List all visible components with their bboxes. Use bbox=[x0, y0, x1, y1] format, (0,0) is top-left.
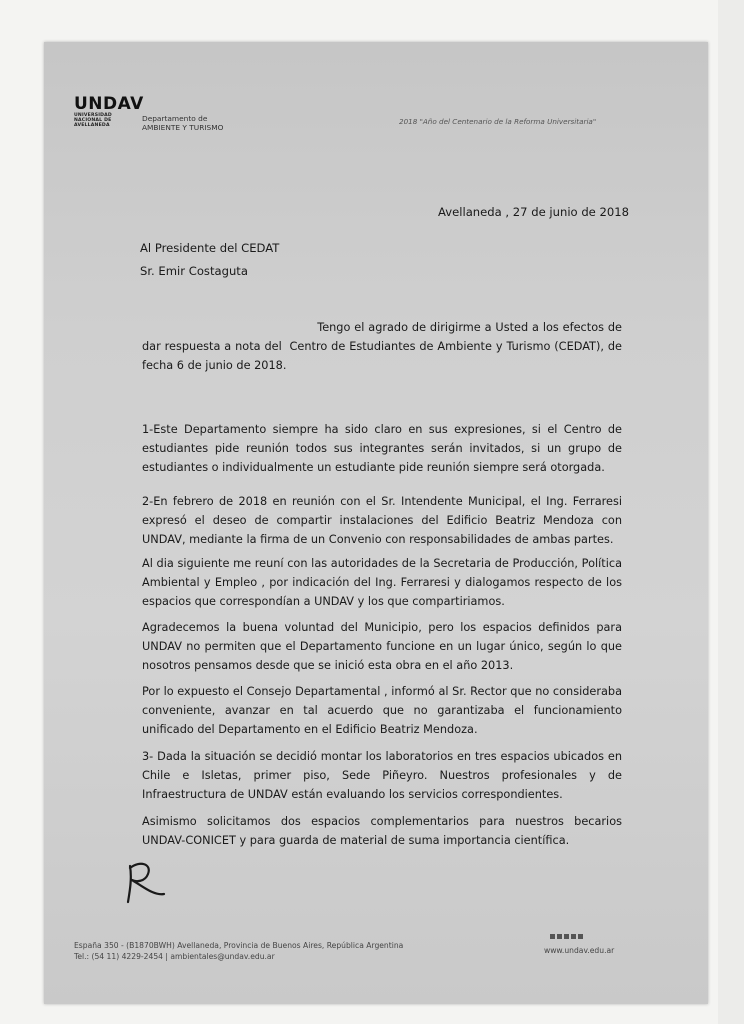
paragraph-4: Agradecemos la buena voluntad del Municipio, pero los espacios definidos para UNDAV no permiten que el Departamento funcione en un lugar único, según lo que nosotros pensamos desde que se inició esta obra en el año 2013. bbox=[142, 621, 622, 672]
paragraph-7: Asimismo solicitamos dos espacios complementarios para nuestros becarios UNDAV-CONICET y para guarda de material de suma importancia científica. bbox=[142, 815, 622, 847]
twitter-icon bbox=[557, 934, 562, 939]
letter-page bbox=[44, 42, 708, 1004]
logo-subtitle-3: AVELLANEDA bbox=[74, 123, 110, 129]
youtube-icon bbox=[564, 934, 569, 939]
footer-address: España 350 - (B1870BWH) Avellaneda, Provincia de Buenos Aires, República Argentina bbox=[74, 941, 404, 950]
handwritten-signature bbox=[118, 858, 168, 906]
paragraph-2: 2-En febrero de 2018 en reunión con el Sr. Intendente Municipal, el Ing. Ferraresi expresó el deseo de compartir instalaciones del Edificio Beatriz Mendoza con UNDAV, mediante la firma de un Convenio con responsabilidades de ambas partes. bbox=[142, 495, 622, 546]
footer-phone-email: Tel.: (54 11) 4229-2454 | ambientales@undav.edu.ar bbox=[74, 952, 275, 961]
recipient-block bbox=[140, 237, 279, 283]
social-icons bbox=[550, 934, 583, 939]
scan-margin bbox=[718, 0, 744, 1024]
footer-website: www.undav.edu.ar bbox=[544, 946, 615, 955]
recipient-name: Sr. Emir Costaguta bbox=[140, 264, 248, 278]
instagram-icon bbox=[571, 934, 576, 939]
footer-contact bbox=[74, 940, 403, 962]
logo-subtitle-1: UNIVERSIDAD bbox=[74, 113, 112, 118]
recipient-title: Al Presidente del CEDAT bbox=[140, 241, 280, 255]
department-line-1: Departamento de bbox=[142, 114, 208, 123]
date-line: Avellaneda , 27 de junio de 2018 bbox=[438, 205, 630, 219]
logo-wordmark: UNDAV bbox=[74, 94, 144, 114]
linkedin-icon bbox=[578, 934, 583, 939]
paragraph-intro: Tengo el agrado de dirigirme a Usted a los efectos de dar respuesta a nota del Centro de Estudiantes de Ambiente y Turismo (CEDAT), de fecha 6 de junio de 2018. bbox=[142, 321, 626, 372]
department-name bbox=[142, 114, 223, 132]
letterhead-motto: 2018 "Año del Centenario de la Reforma Universitaria" bbox=[399, 117, 597, 126]
paragraph-1: 1-Este Departamento siempre ha sido claro en sus expresiones, si el Centro de estudiantes pide reunión todos sus integrantes serán invitados, si un grupo de estudiantes o individualmente un estudiante pide reunión siempre será otorgada. bbox=[142, 423, 622, 474]
logo-subtitle-2: NACIONAL DE bbox=[74, 118, 112, 124]
paragraph-3: Al dia siguiente me reuní con las autoridades de la Secretaria de Producción, Política Ambiental y Empleo , por indicación del Ing. Ferraresi y dialogamos respecto de los espacios que correspondían a UNDAV y los que compartiriamos. bbox=[142, 557, 622, 608]
department-line-2: AMBIENTE Y TURISMO bbox=[142, 123, 224, 132]
paragraph-6: 3- Dada la situación se decidió montar los laboratorios en tres espacios ubicados en Chile e Isletas, primer piso, Sede Piñeyro. Nuestros profesionales y de Infraestructura de UNDAV están evaluando los servicios correspondientes. bbox=[142, 750, 622, 801]
paragraph-5: Por lo expuesto el Consejo Departamental , informó al Sr. Rector que no consideraba conveniente, avanzar en tal acuerdo que no garantizaba el funcionamiento unificado del Departamento en el Edificio Beatriz Mendoza. bbox=[142, 685, 622, 736]
undav-logo bbox=[74, 94, 144, 143]
facebook-icon bbox=[550, 934, 555, 939]
